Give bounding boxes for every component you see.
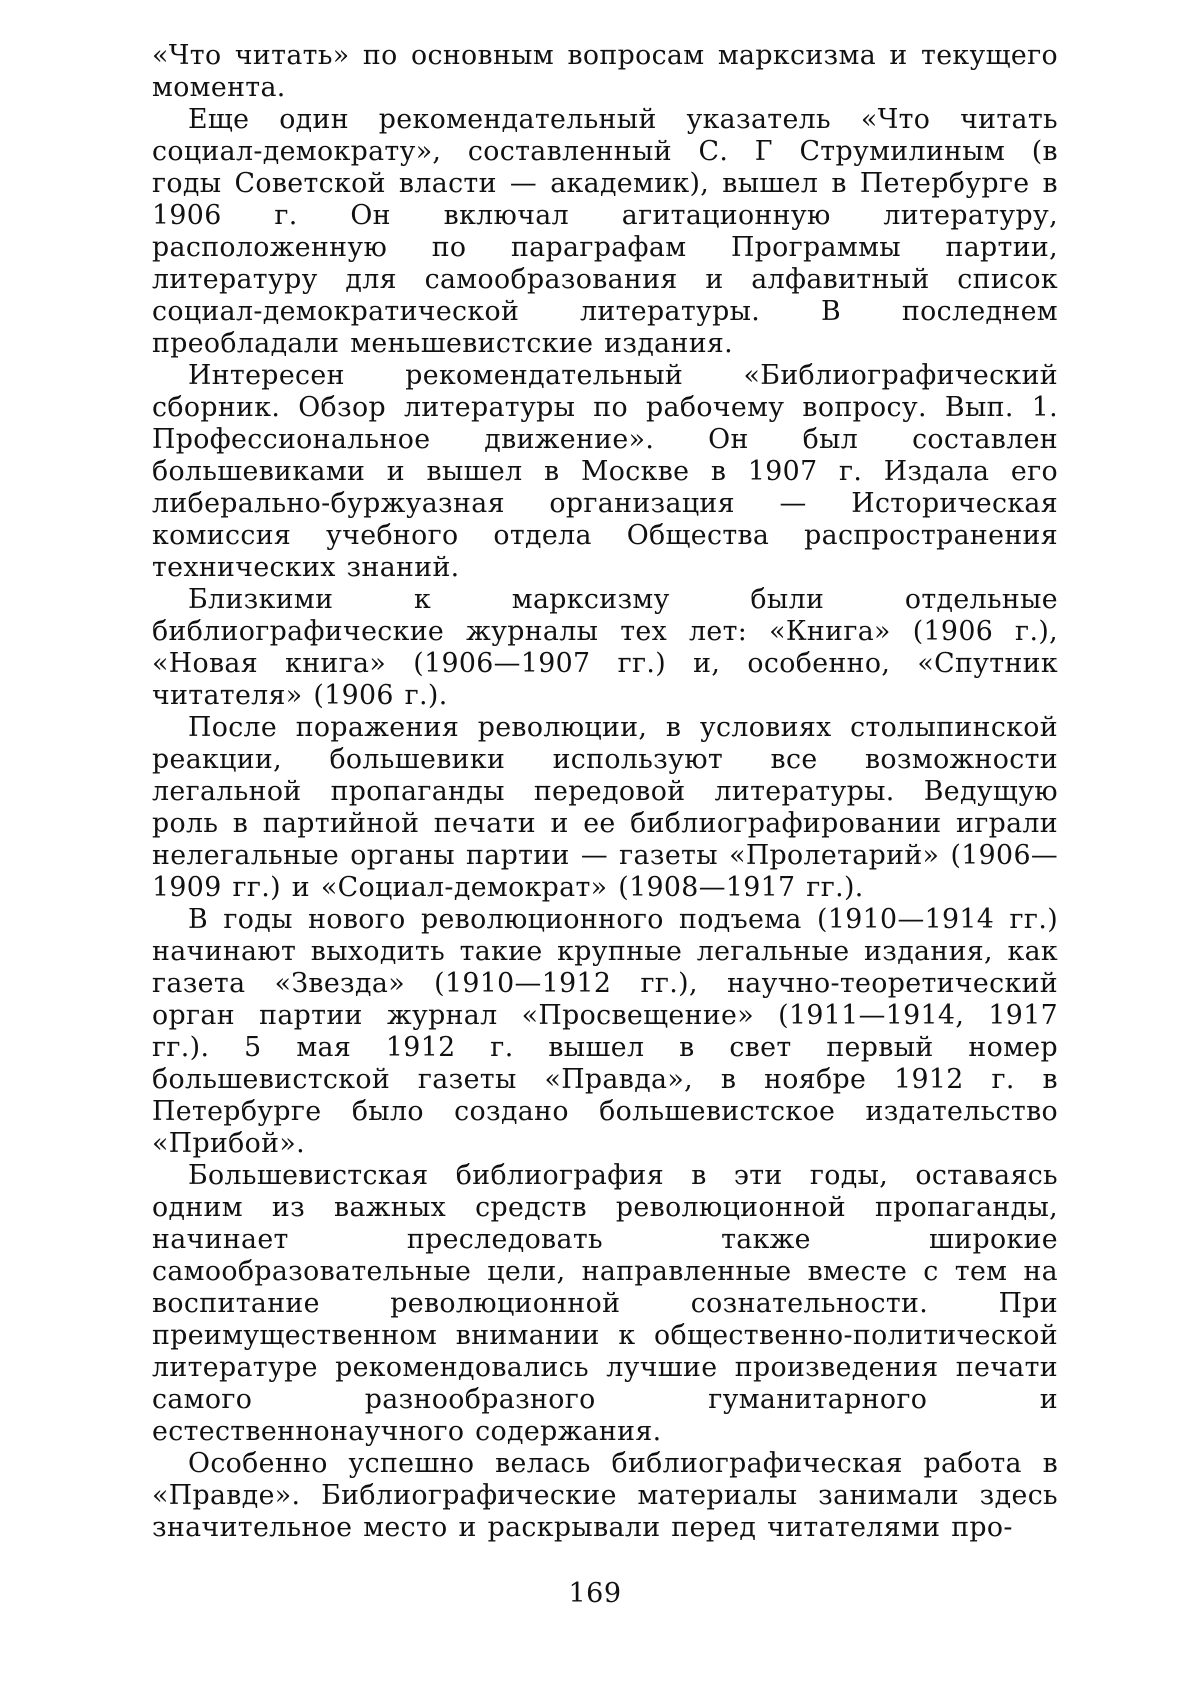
page-number: 169 — [568, 1578, 622, 1609]
paragraph-7: Большевистская библиография в эти годы, оставаясь одним из важных средств революционной пропаганды, начинает преследовать также широкие самообразовательные цели, направленные вместе с тем на воспитание революционной сознательности. При преимущественном внимании к общественно-политической литературе рекомендовались лучшие произведения печати самого разнообразного гуманитарного и естественнонаучного содержания. — [152, 1160, 1058, 1447]
paragraph-5: После поражения революции, в условиях столыпинской реакции, большевики используют все возможности легальной пропаганды передовой литературы. Ведущую роль в партийной печати и ее библиографировании играли нелегальные органы партии — газеты «Пролетарий» (1906—1909 гг.) и «Социал-демократ» (1908—1917 гг.). — [152, 712, 1058, 903]
paragraph-6: В годы нового революционного подъема (1910—1914 гг.) начинают выходить такие крупные легальные издания, как газета «Звезда» (1910—1912 гг.), научно-теоретический орган партии журнал «Просвещение» (1911—1914, 1917 гг.). 5 мая 1912 г. вышел в свет первый номер большевистской газеты «Правда», в ноябре 1912 г. в Петербурге было создано большевистское издательство «Прибой». — [152, 904, 1058, 1159]
paragraph-2: Еще один рекомендательный указатель «Что читать социал-демократу», составленный С. Г Струмилиным (в годы Советской власти — академик), вышел в Петербурге в 1906 г. Он включал агитационную литературу, расположенную по параграфам Программы партии, литературу для самообразования и алфавитный список социал-демократической литературы. В последнем преобладали меньшевистские издания. — [152, 104, 1058, 359]
paragraph-1: «Что читать» по основным вопросам марксизма и текущего момента. — [152, 40, 1058, 103]
paragraph-8: Особенно успешно велась библиографическая работа в «Правде». Библиографические материалы занимали здесь значительное место и раскрывали перед читателями про- — [152, 1448, 1058, 1543]
paragraph-4: Близкими к марксизму были отдельные библиографические журналы тех лет: «Книга» (1906 г.), «Новая книга» (1906—1907 гг.) и, особенно, «Спутник читателя» (1906 г.). — [152, 584, 1058, 711]
paragraph-3: Интересен рекомендательный «Библиографический сборник. Обзор литературы по рабочему вопросу. Вып. 1. Профессиональное движение». Он был составлен большевиками и вышел в Москве в 1907 г. Издала его либерально-буржуазная организация — Историческая комиссия учебного отдела Общества распространения технических знаний. — [152, 360, 1058, 583]
page-text-body — [152, 40, 1058, 1544]
